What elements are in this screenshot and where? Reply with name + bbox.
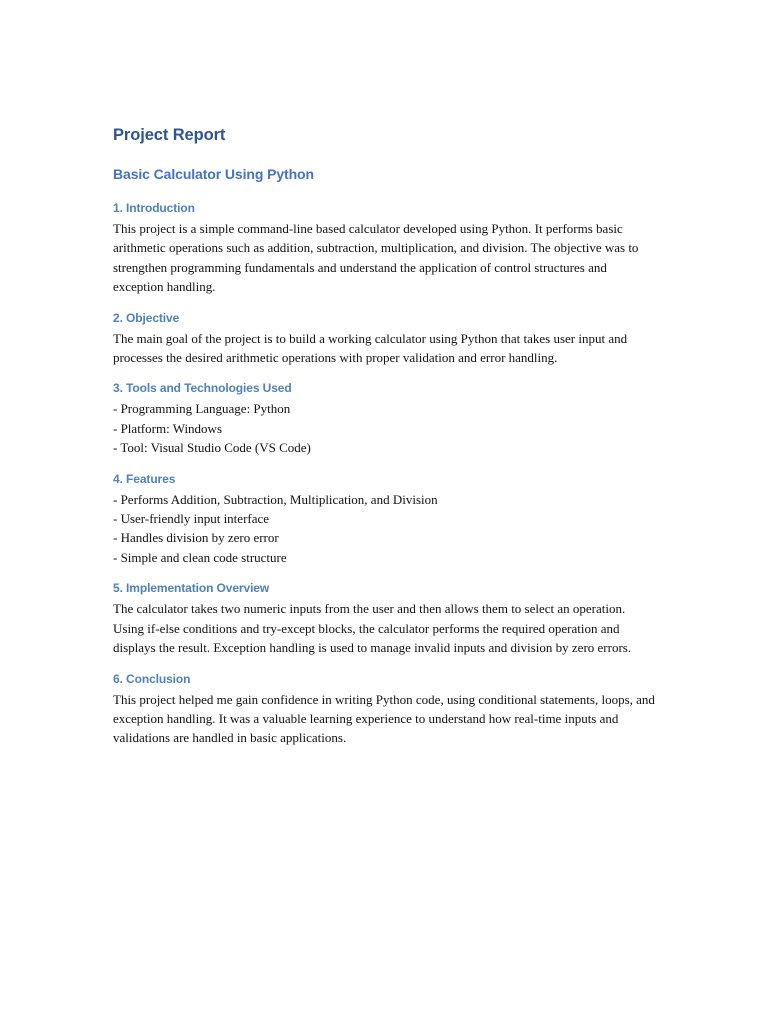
section-features xyxy=(113,471,658,568)
list-item: - User-friendly input interface xyxy=(113,511,270,527)
section-heading: 3. Tools and Technologies Used xyxy=(113,381,292,396)
document-content xyxy=(113,124,658,761)
section-paragraph: The calculator takes two numeric inputs from the user and then allows them to select an operation. Using if-else conditions and try-except blocks, the calculator performs the required operation and displays the result. Exception handling is used to manage invalid inputs and division by zero errors. xyxy=(113,601,632,656)
section-paragraph: This project helped me gain confidence in writing Python code, using conditional statements, loops, and exception handling. It was a valuable learning experience to understand how real-time inputs and validations are handled in basic applications. xyxy=(113,691,655,746)
section-heading: 4. Features xyxy=(113,471,176,486)
section-introduction xyxy=(113,200,658,297)
document-title: Project Report xyxy=(113,126,226,144)
section-paragraph: This project is a simple command-line based calculator developed using Python. It performs basic arithmetic operations such as addition, subtraction, multiplication, and division. The objective was to strengthen programming fundamentals and understand the application of control structures and exception handling. xyxy=(113,221,639,295)
section-conclusion xyxy=(113,671,658,748)
section-list xyxy=(113,490,658,568)
section-heading: 5. Implementation Overview xyxy=(113,581,270,596)
section-objective xyxy=(113,310,658,368)
section-heading: 6. Conclusion xyxy=(113,671,191,686)
section-implementation xyxy=(113,580,658,657)
section-list xyxy=(113,399,658,457)
list-item: - Programming Language: Python xyxy=(113,401,291,417)
list-item: - Handles division by zero error xyxy=(113,530,279,546)
section-heading: 1. Introduction xyxy=(113,201,195,215)
section-tools xyxy=(113,380,658,457)
document-subtitle: Basic Calculator Using Python xyxy=(113,166,314,182)
list-item: - Simple and clean code structure xyxy=(113,549,287,565)
list-item: - Tool: Visual Studio Code (VS Code) xyxy=(113,440,311,456)
section-heading: 2. Objective xyxy=(113,310,180,325)
list-item: - Performs Addition, Subtraction, Multiplication, and Division xyxy=(113,491,438,507)
section-paragraph: The main goal of the project is to build a working calculator using Python that takes user input and processes the desired arithmetic operations with proper validation and error handling. xyxy=(113,330,628,366)
list-item: - Platform: Windows xyxy=(113,420,223,436)
